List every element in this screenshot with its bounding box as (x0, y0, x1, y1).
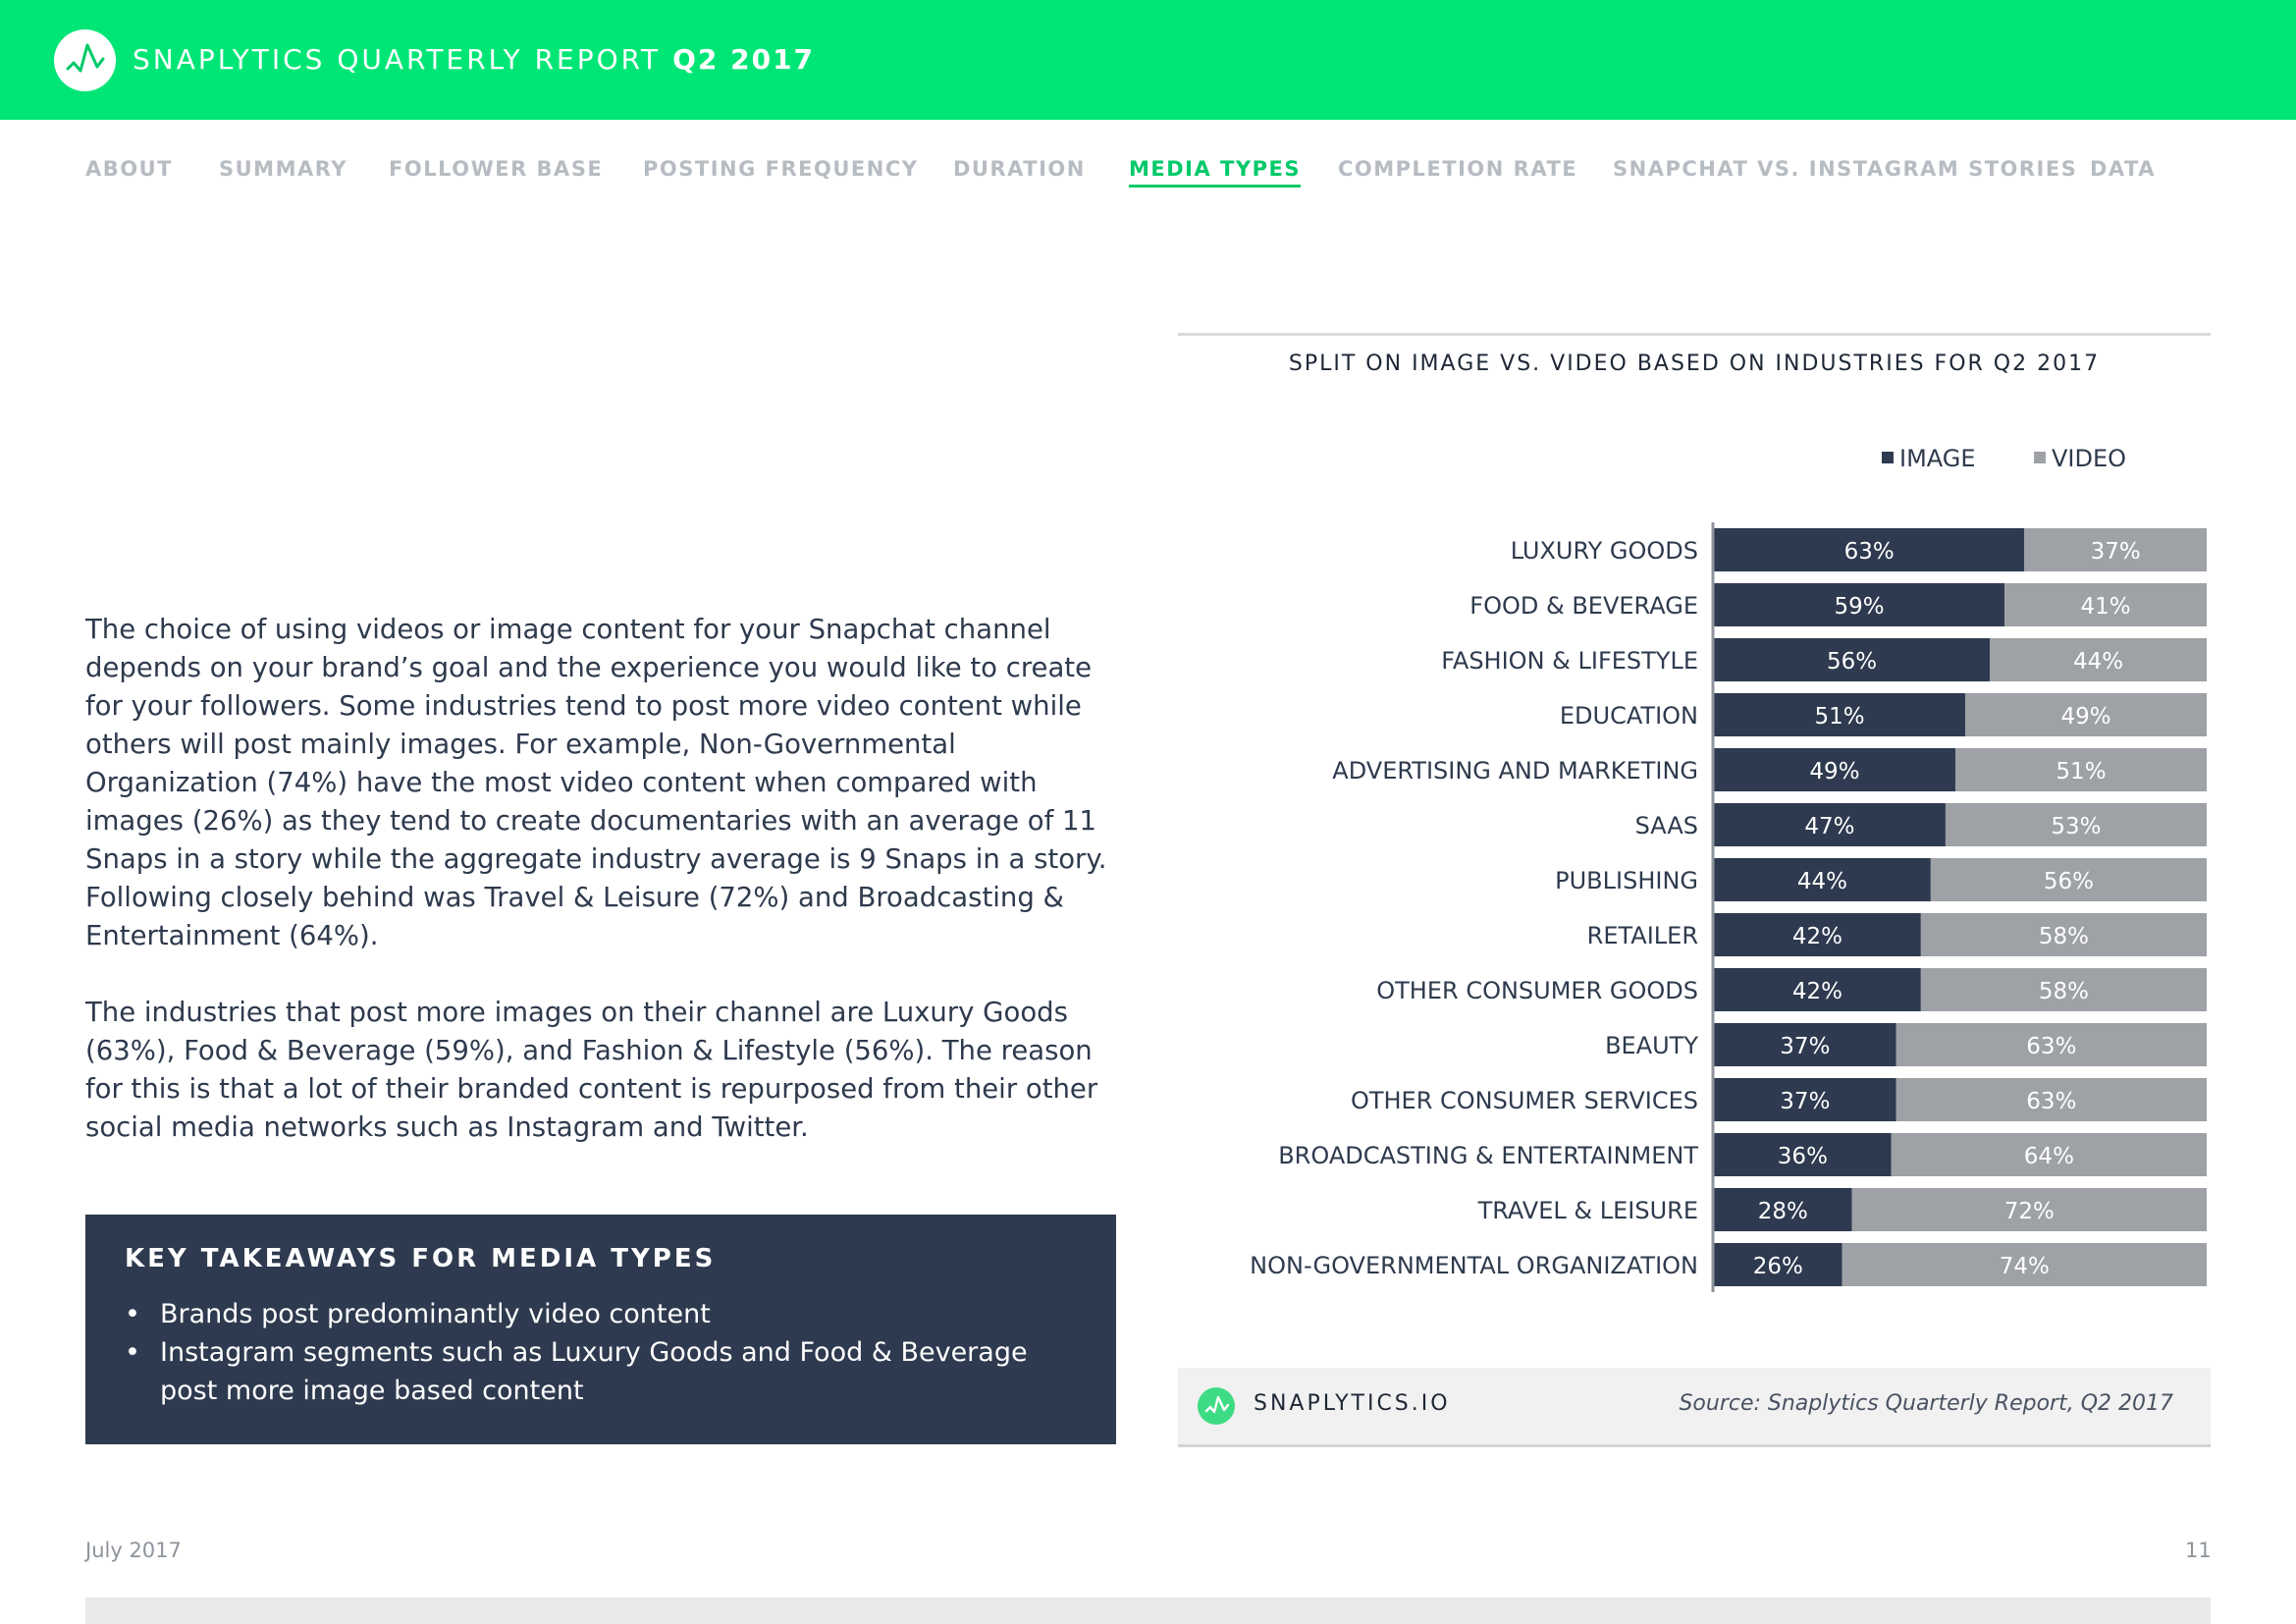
nav-item-about[interactable]: ABOUT (85, 157, 173, 181)
data-label-image: 37% (1780, 1089, 1831, 1114)
category-label: BEAUTY (1605, 1032, 1698, 1059)
category-label: FASHION & LIFESTYLE (1441, 647, 1698, 675)
nav-item-follower-base[interactable]: FOLLOWER BASE (389, 157, 604, 181)
legend-swatch-image (1882, 452, 1894, 463)
category-label: SAAS (1634, 812, 1698, 839)
legend-swatch-video (2034, 452, 2046, 463)
data-label-video: 56% (2043, 869, 2095, 894)
report-header (0, 0, 2296, 120)
data-label-image: 47% (1804, 814, 1855, 839)
category-label: EDUCATION (1559, 702, 1698, 730)
data-label-video: 58% (2038, 979, 2089, 1004)
key-takeaways-box (85, 1215, 1116, 1444)
media-types-chart (1178, 511, 2211, 1296)
category-label: RETAILER (1586, 922, 1698, 949)
category-label: LUXURY GOODS (1510, 537, 1698, 565)
nav-item-snapchat-vs-instagram[interactable]: SNAPCHAT VS. INSTAGRAM STORIES (1613, 157, 2078, 181)
data-label-video: 64% (2023, 1144, 2074, 1169)
data-label-image: 44% (1796, 869, 1848, 894)
nav-item-completion-rate[interactable]: COMPLETION RATE (1338, 157, 1578, 181)
bottom-band (85, 1597, 2211, 1624)
data-label-image: 36% (1777, 1144, 1828, 1169)
takeaway-item (125, 1295, 1077, 1333)
data-label-image: 37% (1780, 1034, 1831, 1059)
data-label-image: 51% (1814, 704, 1865, 730)
data-label-image: 28% (1757, 1199, 1808, 1224)
category-label: OTHER CONSUMER GOODS (1376, 977, 1698, 1004)
takeaways-title: KEY TAKEAWAYS FOR MEDIA TYPES (125, 1244, 717, 1273)
page-date: July 2017 (85, 1539, 182, 1562)
chart-top-rule (1178, 333, 2211, 336)
data-label-video: 63% (2026, 1034, 2077, 1059)
data-label-video: 37% (2090, 539, 2141, 565)
report-title (133, 43, 815, 76)
chart-source: Source: Snaplytics Quarterly Report, Q2 2017 (1679, 1391, 2173, 1416)
legend-item-image (1882, 445, 1976, 472)
body-text (85, 611, 1116, 1185)
data-label-video: 74% (1999, 1254, 2050, 1279)
body-paragraph: The choice of using videos or image content for your Snapchat channel depends on your brand’s goal and the experience you would like to create for your followers. Some industries tend to post more video content while others will post mainly images. For example, Non-Governmental Organization (74%) have the most video content when compared with images (26%) as they tend to create documentaries with an average of 11 Snaps in a story while the aggregate industry average is 9 Snaps in a story. Following closely behind was Travel & Leisure (72%) and Broadcasting & Entertainment (64%). (85, 614, 1107, 951)
section-nav (0, 157, 2296, 196)
takeaway-item (125, 1333, 1077, 1410)
data-label-video: 41% (2080, 594, 2131, 620)
data-label-image: 49% (1809, 759, 1860, 785)
data-label-image: 63% (1843, 539, 1895, 565)
data-label-video: 72% (2003, 1199, 2055, 1224)
data-label-video: 58% (2038, 924, 2089, 949)
nav-item-summary[interactable]: SUMMARY (219, 157, 347, 181)
body-paragraph: The industries that post more images on their channel are Luxury Goods (63%), Food & Beverage (59%), and Fashion & Lifestyle (56%). The reason for this is that a lot of their branded content is repurposed from their other social media networks such as Instagram and Twitter. (85, 997, 1098, 1143)
chart-title: SPLIT ON IMAGE VS. VIDEO BASED ON INDUSTRIES FOR Q2 2017 (1288, 352, 2101, 376)
category-label: ADVERTISING AND MARKETING (1332, 757, 1698, 785)
data-label-video: 63% (2026, 1089, 2077, 1114)
data-label-image: 42% (1791, 924, 1842, 949)
nav-item-media-types[interactable]: MEDIA TYPES (1129, 157, 1301, 188)
data-label-video: 53% (2051, 814, 2102, 839)
data-label-image: 56% (1826, 649, 1878, 675)
bullet-glyph: • (125, 1337, 140, 1368)
data-label-video: 49% (2060, 704, 2111, 730)
category-label: PUBLISHING (1555, 867, 1698, 894)
data-label-image: 26% (1752, 1254, 1803, 1279)
takeaway-text: Instagram segments such as Luxury Goods and Food & Beverage post more image based content (160, 1337, 1028, 1406)
chart-footer (1178, 1368, 2211, 1447)
nav-item-posting-frequency[interactable]: POSTING FREQUENCY (643, 157, 919, 181)
legend-label-video: VIDEO (2052, 445, 2127, 472)
category-label: TRAVEL & LEISURE (1477, 1197, 1698, 1224)
takeaway-text: Brands post predominantly video content (160, 1299, 711, 1329)
legend-label-image: IMAGE (1899, 445, 1976, 472)
category-label: NON-GOVERNMENTAL ORGANIZATION (1250, 1252, 1698, 1279)
data-label-video: 44% (2072, 649, 2124, 675)
bullet-glyph: • (125, 1299, 140, 1329)
data-label-image: 59% (1834, 594, 1885, 620)
report-title-period: Q2 2017 (672, 43, 816, 76)
data-label-video: 51% (2056, 759, 2107, 785)
data-label-image: 42% (1791, 979, 1842, 1004)
snaplytics-logo-icon (54, 29, 116, 91)
category-label: BROADCASTING & ENTERTAINMENT (1278, 1142, 1698, 1169)
takeaways-list (125, 1295, 1077, 1410)
report-title-prefix: SNAPLYTICS QUARTERLY REPORT (133, 43, 662, 76)
nav-item-duration[interactable]: DURATION (953, 157, 1086, 181)
category-label: OTHER CONSUMER SERVICES (1350, 1087, 1698, 1114)
category-label: FOOD & BEVERAGE (1469, 592, 1698, 620)
footer-brand[interactable]: SNAPLYTICS.IO (1254, 1391, 1451, 1416)
page-number: 11 (2185, 1539, 2212, 1562)
nav-item-data[interactable]: DATA (2090, 157, 2157, 181)
snaplytics-logo-icon (1198, 1387, 1235, 1425)
legend-item-video (2034, 445, 2126, 472)
